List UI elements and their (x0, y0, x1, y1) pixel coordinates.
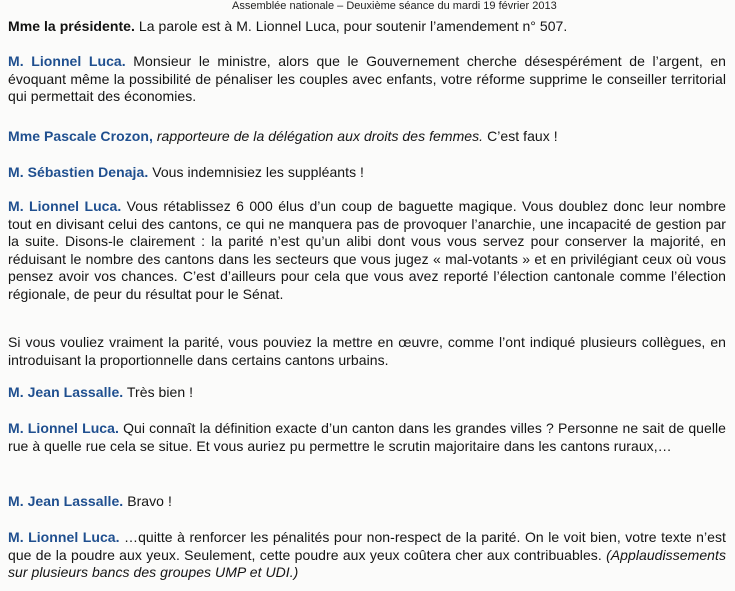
speaker-name: M. Lionnel Luca. (8, 420, 119, 436)
speech-text: Si vous vouliez vraiment la parité, vous pouviez la mettre en œuvre, comme l’ont indiqué plusieurs collègues, en introduisant la proportionnelle dans certains cantons urbains. (8, 334, 726, 368)
paragraph-crozon (8, 128, 726, 146)
speech-text: Vous indemnisiez les suppléants ! (148, 164, 364, 180)
speaker-name: M. Jean Lassalle. (8, 493, 124, 509)
paragraph-lassalle-2 (8, 493, 726, 511)
speaker-name: M. Lionnel Luca. (8, 53, 126, 69)
paragraph-lassalle-1 (8, 384, 726, 402)
speaker-name: M. Lionnel Luca. (8, 529, 120, 545)
speaker-name: M. Lionnel Luca. (8, 198, 122, 214)
paragraph-denaja (8, 164, 726, 182)
speech-text: Vous rétablissez 6 000 élus d’un coup de baguette magique. Vous doublez donc leur nombre tout en divisant celui des cantons, ce qui ne manquera pas de provoquer l’anarchie, une incapacité de gestion par la suite. Disons-le clairement : la parité n’est qu’un alibi dont vous vous servez pour conserver la majorité, en réduisant le nombre des cantons dans les secteurs que vous jugez « mal-votants » et en privilégiant ceux où vous pensez avoir vos chances. C’est d’ailleurs pour cela que vous avez reporté l’élection cantonale comme l’élection régionale, de peur du résultat pour le Sénat. (8, 198, 727, 302)
page-header: Assemblée nationale – Deuxième séance du mardi 19 février 2013 (232, 0, 557, 12)
speaker-role: rapporteure de la délégation aux droits des femmes. (152, 128, 484, 144)
speaker-name: M. Sébastien Denaja. (8, 164, 149, 180)
speech-text: …quitte à renforcer les pénalités pour non-respect de la parité. On le voit bien, votre texte n’est que de la poudre aux yeux. Seulement, cette poudre aux yeux coûtera cher aux contribuables. (8, 529, 726, 563)
speech-text: C’est faux ! (483, 128, 558, 144)
paragraph-luca-4 (8, 529, 726, 582)
speech-text: La parole est à M. Lionnel Luca, pour soutenir l’amendement n° 507. (134, 18, 568, 34)
speech-text: Bravo ! (123, 493, 172, 509)
speaker-name: Mme Pascale Crozon, (8, 128, 153, 144)
paragraph-luca-3 (8, 420, 726, 455)
speech-text: Très bien ! (123, 384, 194, 400)
stage-direction: (Applaudissements sur plusieurs bancs des groupes UMP et UDI.) (8, 546, 726, 580)
paragraph-president (8, 18, 726, 36)
speech-text: Monsieur le ministre, alors que le Gouvernement cherche désespérément de l’argent, en évoquant même la possibilité de pénaliser les couples avec enfants, votre réforme supprime le conseiller territorial qui permettait des économies. (8, 53, 726, 104)
speaker-name: M. Jean Lassalle. (8, 384, 124, 400)
speech-text: Qui connaît la définition exacte d’un canton dans les grandes villes ? Personne ne sait de quelle rue à quelle rue cela se situe. Et vous auriez pu permettre le scrutin majoritaire dans les cantons ruraux,… (8, 420, 726, 454)
speaker-name: Mme la présidente. (8, 18, 135, 34)
paragraph-luca-continued (8, 334, 726, 369)
paragraph-luca-1 (8, 53, 726, 106)
paragraph-luca-2 (8, 198, 726, 303)
